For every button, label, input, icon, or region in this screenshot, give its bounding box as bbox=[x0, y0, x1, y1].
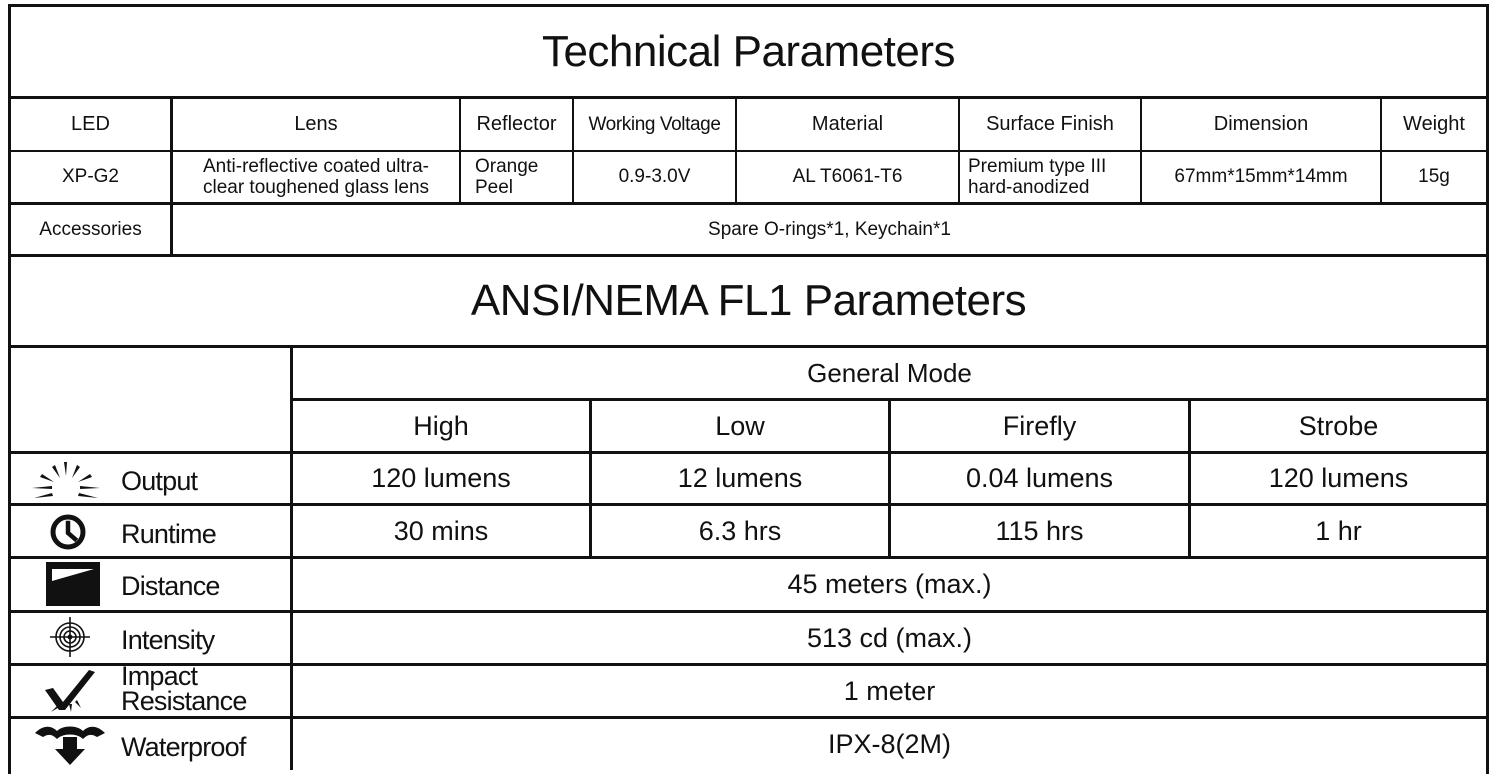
value-working-voltage: 0.9-3.0V bbox=[618, 166, 691, 187]
sunrise-icon bbox=[30, 460, 106, 500]
reflector-line-2: Peel bbox=[475, 177, 514, 198]
value-dimension: 67mm*15mm*14mm bbox=[1174, 166, 1348, 187]
mode-low-header: Low bbox=[715, 410, 765, 441]
runtime-strobe: 1 hr bbox=[1315, 515, 1362, 546]
value-led: XP-G2 bbox=[61, 166, 120, 187]
header-working-voltage: Working Voltage bbox=[588, 113, 721, 135]
accessories-label: Accessories bbox=[39, 219, 142, 240]
output-high: 120 lumens bbox=[371, 463, 511, 493]
header-lens: Lens bbox=[294, 113, 338, 135]
finish-line-1: Premium type III bbox=[968, 156, 1107, 177]
beam-distance-icon bbox=[44, 560, 102, 608]
runtime-low: 6.3 hrs bbox=[698, 515, 782, 546]
value-surface-finish bbox=[960, 152, 1140, 202]
impact-value: 1 meter bbox=[843, 675, 936, 706]
runtime-high: 30 mins bbox=[393, 515, 489, 546]
output-label: Output bbox=[121, 466, 198, 496]
value-lens bbox=[173, 152, 459, 202]
impact-label-line-1: Impact bbox=[121, 661, 198, 691]
clock-icon bbox=[48, 512, 88, 552]
output-low: 12 lumens bbox=[677, 463, 803, 493]
distance-value: 45 meters (max.) bbox=[787, 569, 992, 599]
target-icon bbox=[48, 615, 92, 659]
mode-high-header: High bbox=[413, 410, 469, 441]
intensity-value: 513 cd (max.) bbox=[806, 622, 973, 653]
lens-line-1: Anti-reflective coated ultra- bbox=[203, 156, 429, 177]
header-led: LED bbox=[71, 113, 110, 135]
ansi-parameters-title: ANSI/NEMA FL1 Parameters bbox=[470, 276, 1027, 325]
value-weight: 15g bbox=[1418, 166, 1450, 187]
runtime-firefly: 115 hrs bbox=[995, 515, 1084, 546]
finish-line-2: hard-anodized bbox=[968, 177, 1090, 198]
lens-line-2: clear toughened glass lens bbox=[202, 177, 430, 198]
waterproof-value: IPX-8(2M) bbox=[827, 729, 952, 759]
general-mode-header: General Mode bbox=[807, 357, 972, 388]
mode-strobe-header: Strobe bbox=[1298, 410, 1379, 441]
header-material: Material bbox=[811, 113, 884, 135]
header-reflector: Reflector bbox=[476, 113, 557, 135]
value-material: AL T6061-T6 bbox=[792, 166, 903, 187]
water-drop-icon bbox=[32, 722, 108, 768]
runtime-label: Runtime bbox=[121, 519, 216, 549]
distance-label: Distance bbox=[121, 571, 220, 601]
accessories-value: Spare O-rings*1, Keychain*1 bbox=[708, 219, 951, 240]
header-weight: Weight bbox=[1403, 113, 1465, 135]
value-reflector bbox=[461, 152, 572, 202]
header-surface-finish: Surface Finish bbox=[986, 113, 1114, 135]
header-dimension: Dimension bbox=[1213, 113, 1309, 135]
impact-icon bbox=[40, 667, 100, 715]
reflector-line-1: Orange bbox=[475, 156, 539, 177]
technical-parameters-title: Technical Parameters bbox=[541, 27, 956, 76]
mode-firefly-header: Firefly bbox=[1002, 410, 1077, 441]
waterproof-label: Waterproof bbox=[121, 732, 246, 762]
intensity-label: Intensity bbox=[121, 625, 215, 655]
output-firefly: 0.04 lumens bbox=[965, 463, 1114, 493]
impact-label-line-2: Resistance bbox=[121, 686, 247, 716]
impact-label bbox=[121, 661, 247, 716]
output-strobe: 120 lumens bbox=[1268, 463, 1409, 493]
